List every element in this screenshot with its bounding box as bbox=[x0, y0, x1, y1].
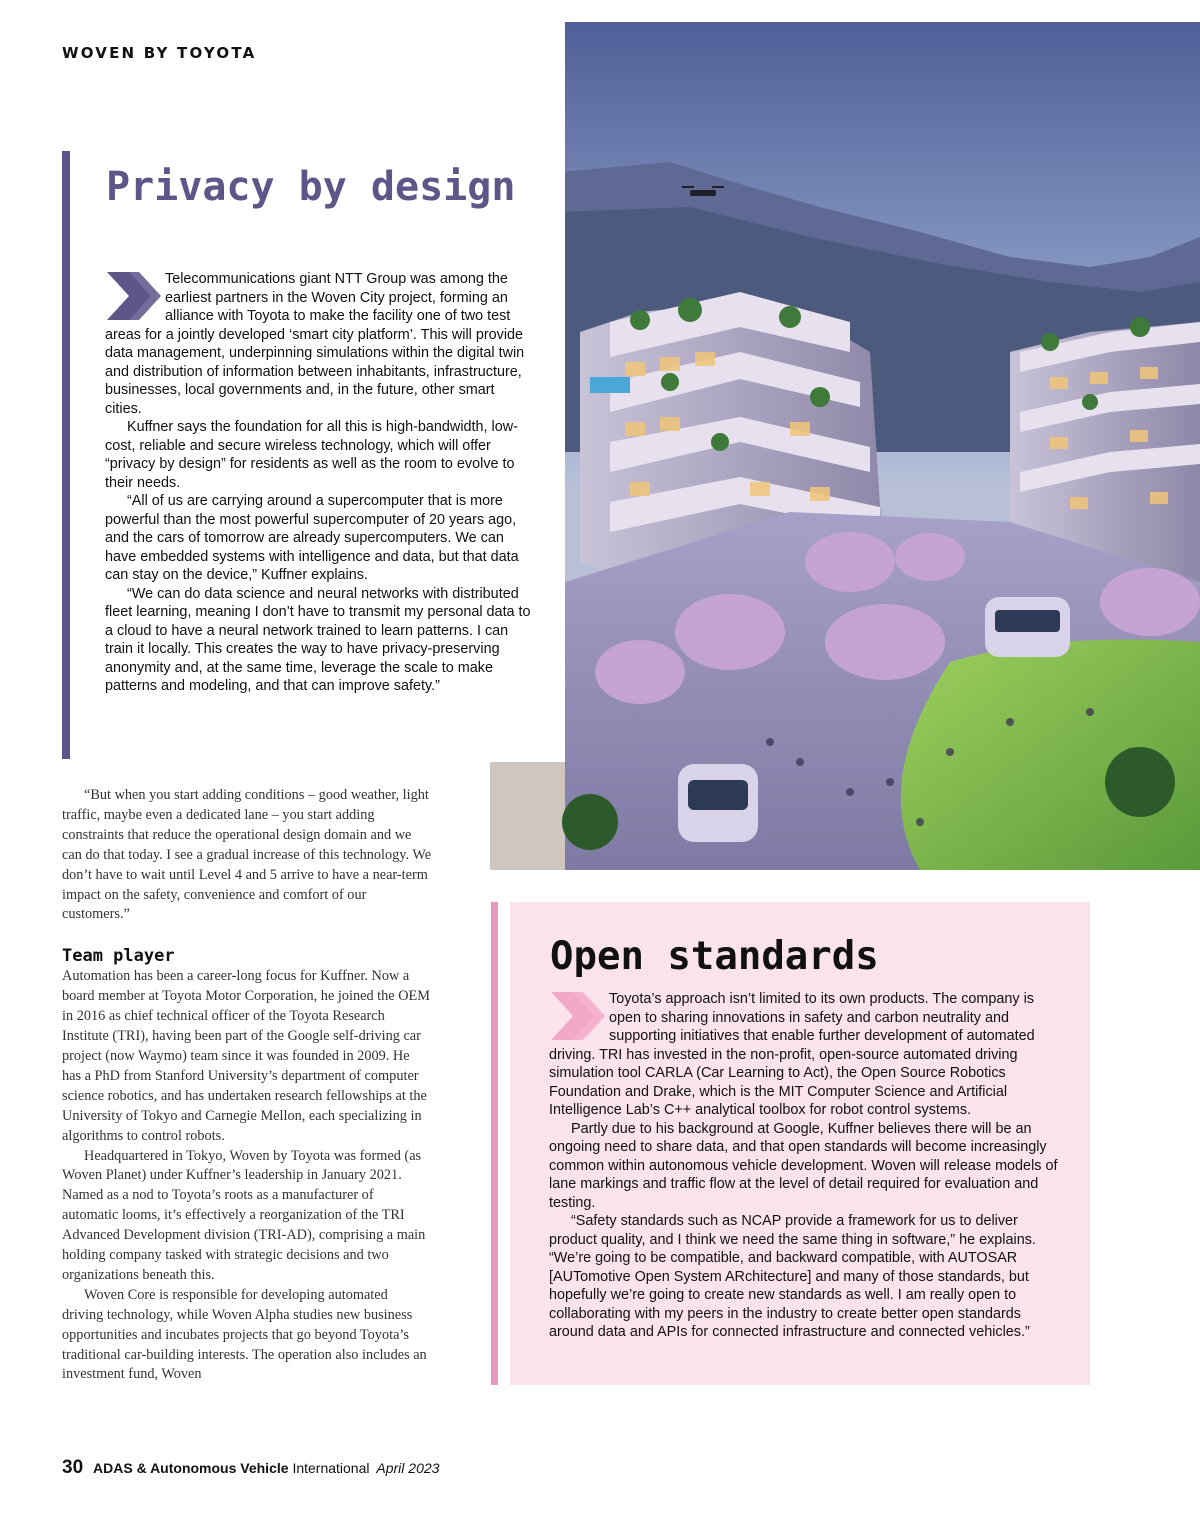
privacy-paragraph: Kuffner says the foundation for all this is high-bandwidth, low-cost, reliable and secure wireless technology, which will offer “privacy by design” for residents as well as the room to evolve to their needs. bbox=[105, 419, 518, 491]
main-article-column bbox=[62, 786, 432, 1385]
double-chevron-right-icon bbox=[549, 990, 609, 1042]
privacy-panel bbox=[62, 148, 564, 762]
open-standards-paragraph: Partly due to his background at Google, Kuffner believes there will be an ongoing need to share data, and that open standards will become increasingly common within autonomous vehicle development. Woven will release models of lane markings and traffic flow at the level of detail required for evaluation and testing. bbox=[549, 1120, 1058, 1211]
open-standards-accent-bar bbox=[491, 902, 498, 1385]
page-footer bbox=[62, 1457, 439, 1479]
hero-image bbox=[490, 22, 1200, 870]
privacy-paragraph: “All of us are carrying around a supercomputer that is more powerful than the most powerful supercomputer of 20 years ago, and the cars of tomorrow are already supercomputers. We can have embedded systems with intelligence and data, but that data can stay on the device,” Kuffner explains. bbox=[105, 493, 519, 583]
city-illustration bbox=[490, 22, 1200, 870]
subhead-team-player: Team player bbox=[62, 946, 175, 967]
open-standards-title: Open standards bbox=[550, 934, 879, 979]
privacy-body bbox=[105, 270, 535, 696]
open-standards-panel bbox=[510, 902, 1090, 1385]
open-standards-paragraph: Toyota’s approach isn’t limited to its own products. The company is open to sharing innovations in safety and carbon neutrality and supporting initiatives that enable further development of automated driving. TRI has invested in the non-profit, open-source automated driving simulation tool CARLA (Car Learning to Act), the Open Source Robotics Foundation and Drake, which is the MIT Computer Science and Artificial Intelligence Lab’s C++ analytical toolbox for robot control systems. bbox=[549, 991, 1035, 1118]
publication-name: ADAS & Autonomous Vehicle bbox=[93, 1460, 289, 1476]
publication-suffix: International bbox=[292, 1460, 370, 1476]
privacy-paragraph: “We can do data science and neural networks with distributed fleet learning, meaning I don’t have to transmit my personal data to a cloud to have a neural network trained to learn patterns. I can train it locally. This creates the way to have privacy-preserving anonymity and, at the same time, leverage the scale to make patterns and modeling, and that can improve safety.” bbox=[105, 585, 531, 694]
article-paragraph: Woven Core is responsible for developing automated driving technology, while Woven Alpha studies new business opportunities and incubates projects that go beyond Toyota’s traditional car-building interests. The operation also includes an investment fund, Woven bbox=[62, 1286, 427, 1383]
privacy-accent-bar bbox=[62, 151, 70, 759]
page-number: 30 bbox=[62, 1457, 84, 1478]
intro-paragraph: “But when you start adding conditions – good weather, light traffic, maybe even a dedicated lane – you start adding constraints that reduce the operational design domain and we can do that today. I see a gradual increase of this technology. We don’t have to wait until Level 4 and 5 arrive to have a near-term impact on the safety, convenience and comfort of our customers.” bbox=[62, 787, 432, 923]
open-standards-paragraph: “Safety standards such as NCAP provide a framework for us to deliver product quality, and I think we need the same thing in software,” he explains. “We’re going to be compatible, and backward compatible, with AUTOSAR [AUTomotive Open System ARchitecture] and many of those standards, but hopefully we’re going to create new standards as well. I am really open to collaborating with my peers in the industry to create better open standards around data and APIs for connected infrastructure and connected vehicles.” bbox=[549, 1213, 1036, 1340]
article-paragraph: Headquartered in Tokyo, Woven by Toyota was formed (as Woven Planet) under Kuffner’s leadership in January 2021. Named as a nod to Toyota’s roots as a manufacturer of automatic looms, it’s effectively a reorganization of the TRI Advanced Development division (TRI-AD), comprising a main holding company tasked with strategic decisions and two organizations beneath this. bbox=[62, 1147, 426, 1283]
article-paragraph: Automation has been a career-long focus for Kuffner. Now a board member at Toyota Motor Corporation, he joined the OEM in 2016 as chief technical officer of the Toyota Research Institute (TRI), having been part of the Google self-driving car project (now Waymo) team since it was founded in 2009. He has a PhD from Stanford University’s department of computer science robotics, and has undertaken research fellowships at the University of Tokyo and Carnegie Mellon, each specializing in algorithms to control robots. bbox=[62, 968, 430, 1144]
issue-date: April 2023 bbox=[376, 1460, 440, 1476]
privacy-title: Privacy by design bbox=[106, 164, 516, 210]
privacy-paragraph: Telecommunications giant NTT Group was among the earliest partners in the Woven City project, forming an alliance with Toyota to make the facility one of two test areas for a jointly developed ‘smart city platform’. This will provide data management, underpinning simulations within the digital twin and distribution of information between inhabitants, infrastructure, businesses, local governments and, in the future, other smart cities. bbox=[105, 271, 525, 417]
section-label: WOVEN BY TOYOTA bbox=[62, 44, 257, 62]
double-chevron-right-icon bbox=[105, 270, 165, 322]
open-standards-body bbox=[549, 990, 1059, 1342]
